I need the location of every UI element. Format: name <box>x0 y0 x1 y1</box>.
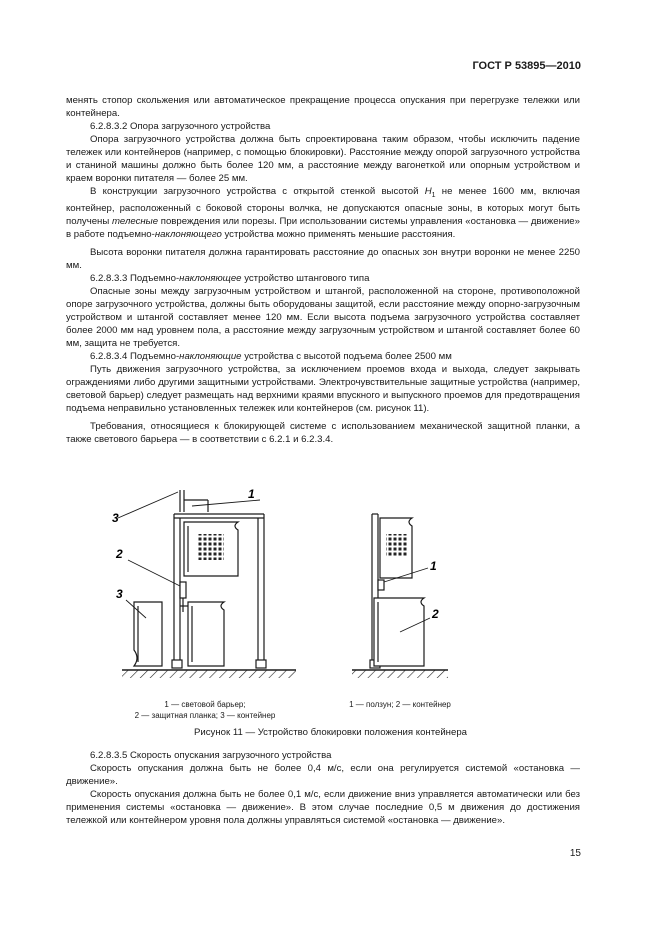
paragraph: Опора загрузочного устройства должна быть спроектирована таким образом, чтобы исключить падение тележек или контейнеров (например, с помощью блокировки). Расстояние между опорой загрузочного устройства и станиной машины должно быть более 120 мм, а расстояние между вагонеткой или опорным устройством и краем воронки питателя — более 25 мм. <box>66 134 580 184</box>
paragraph: Требования, относящиеся к блокирующей системе с использованием механической защитной планки, а также светового барьера — в соответствии с 6.2.1 и 6.2.3.4. <box>66 420 580 445</box>
left-drawing <box>118 490 296 678</box>
callout-1-right: 1 <box>430 559 437 573</box>
callout-1-left: 1 <box>248 487 255 501</box>
paragraph: менять стопор скольжения или автоматическое прекращение процесса опускания при перегрузке тележки или контейнера. <box>66 95 580 119</box>
body-text <box>66 94 580 446</box>
paragraph: Скорость опускания должна быть не более 0,4 м/с, если она регулируется системой «остановка — движение». <box>66 763 580 787</box>
section-heading: 6.2.8.3.4 Подъемно-наклоняющие устройства с высотой подъема более 2500 мм <box>90 350 452 362</box>
section-heading: 6.2.8.3.5 Скорость опускания загрузочного устройства <box>90 750 332 761</box>
body-text-lower <box>66 749 580 827</box>
callout-2-right: 2 <box>432 607 439 621</box>
figure-11-drawing <box>108 482 468 694</box>
figure-caption-left: 1 — световой барьер; 2 — защитная планка; 3 — контейнер <box>134 700 276 720</box>
paragraph: В конструкции загрузочного устройства с открытой стенкой высотой $H_1$ не менее 1600 мм, включая контейнер, расположенный с боковой стороны волчка, не допускаются опасные зоны, в которых могут быть получены телесные повреждения или порезы. При использовании системы управления «остановка — движение» в работе подъемно-наклоняющего устройства можно применять меньшие расстояния. <box>66 186 580 240</box>
figure-title: Рисунок 11 — Устройство блокировки положения контейнера <box>194 727 467 738</box>
figure-caption-right: 1 — ползун; 2 — контейнер <box>349 700 451 709</box>
section-heading: 6.2.8.3.2 Опора загрузочного устройства <box>90 121 271 132</box>
callout-3-top: 3 <box>112 511 119 525</box>
callout-3-left: 3 <box>116 587 123 601</box>
callout-2-left: 2 <box>116 547 123 561</box>
paragraph: Скорость опускания должна быть не более 0,1 м/с, если движение вниз управляется автоматически или без применения системы «остановка — движение». В этом случае последние 0,5 м движения до достижения тележкой или контейнером уровня пола должны управляться системой «остановка — движение». <box>66 789 580 826</box>
paragraph: Опасные зоны между загрузочным устройством и штангой, расположенной на стороне, противоположной опоре загрузочного устройства, должны быть оборудованы защитой, если расстояние между опорно-загрузочным устройством и штангой составляет менее 120 мм. Если высота подъема загрузочного устройства составляет более 2000 мм над уровнем пола, а расстояние между загрузочным устройством и штангой составляет более 60 мм, защита не требуется. <box>66 285 580 349</box>
section-heading: 6.2.8.3.3 Подъемно-наклоняющее устройство штангового типа <box>90 272 370 284</box>
document-header: ГОСТ Р 53895—2010 <box>472 60 581 72</box>
paragraph: Путь движения загрузочного устройства, за исключением проемов входа и выхода, следует закрывать ограждениями либо другими защитными устройствами. Электрочувствительные защитные устройства (например, световой барьер) следует размещать над верхними краями впускного и выпускного проемов для предотвращения подъема неправильно установленных тележек или контейнеров (см. рисунок 11). <box>66 363 580 414</box>
paragraph: Высота воронки питателя должна гарантировать расстояние до опасных зон внутри воронки не менее 2250 мм. <box>66 246 580 271</box>
right-drawing <box>352 514 448 678</box>
page-number: 15 <box>569 848 581 859</box>
